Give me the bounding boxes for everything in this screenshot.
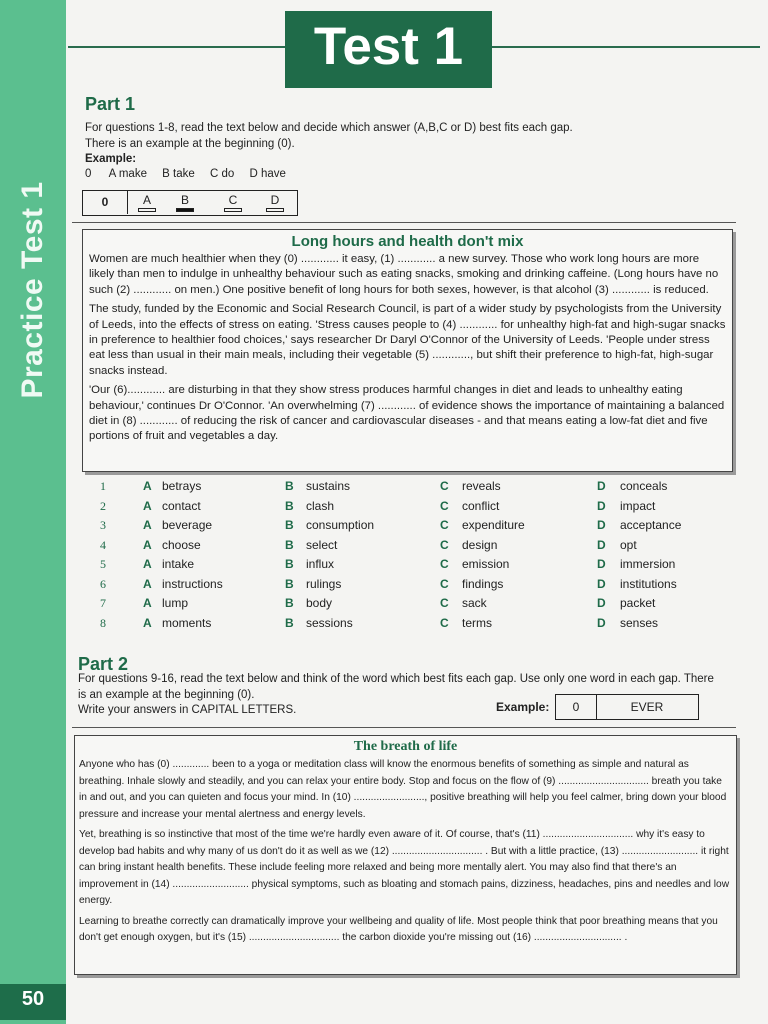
option-letter: A: [143, 479, 152, 493]
option-letter: D: [597, 596, 606, 610]
option-text: sack: [462, 596, 487, 610]
part2-title: Part 2: [78, 654, 129, 674]
option-text: senses: [620, 615, 659, 630]
option-letter: C: [440, 537, 449, 552]
option-row: [90, 518, 730, 537]
option-text: contact: [162, 498, 201, 513]
option-letter: B: [285, 557, 294, 571]
part2-text-box: The breath of life Anyone who has (0) ............. been to a yoga or meditation class will know the enormous benefits of something as simple and natural as breathing. Inhale slowly and steadily, and you can relax your entire body. Stop and focus on the flow of (9) ................................ breath you take in and out, and you can quieten and focus your mind. In (10) ........................., positive breathing will help you feel calmer, bring down your blood pressure and increase your mental alertness and energy levels. Yet, breathing is so instinctive that most of the time we're hardly even aware of it. Of course, that's (11) ................................ why it's easy to develop bad habits and why many of us don't do it as well as we (12) ................................ . But with a little practice, (13) ........................... it right can bring instant health benefits. These include feeling more relaxed and being more mentally alert. You may also find that there's an improvement in (14) ........................... physical symptoms, such as bloating and stomach pains, dizziness, headaches, pins and needles and low energy. Learning to breathe correctly can dramatically improve your wellbeing and quality of life. Most people think that poor breathing means that you don't get enough oxygen, but it's (15) ................................ the carbon dioxide you're missing out (16) ............................... .: [74, 735, 737, 975]
option-text: intake: [162, 557, 195, 571]
option-letter: A: [143, 576, 152, 591]
option-letter: B: [285, 576, 294, 591]
option-letter: A: [143, 498, 152, 513]
option-letter: C: [440, 615, 449, 630]
option-letter: D: [597, 498, 606, 513]
option-text: conflict: [462, 498, 500, 513]
option-text: opt: [620, 537, 637, 552]
option-text: design: [462, 537, 498, 552]
option-letter: D: [597, 576, 606, 591]
option-text: acceptance: [620, 518, 682, 532]
option-letter: B: [285, 596, 294, 610]
option-letter: C: [440, 596, 449, 610]
option-text: impact: [620, 498, 656, 513]
option-text: sessions: [306, 615, 353, 630]
option-letter: B: [285, 615, 294, 630]
divider: [72, 727, 736, 728]
question-number: 2: [100, 498, 106, 513]
option-letter: D: [597, 615, 606, 630]
option-letter: A: [143, 537, 152, 552]
option-letter: A: [143, 557, 152, 571]
example-answer-box: 0 A B C D: [82, 190, 298, 216]
option-letter: C: [440, 518, 449, 532]
divider: [72, 222, 736, 223]
option-letter: B: [285, 479, 294, 493]
option-letter: D: [597, 557, 606, 571]
option-letter: D: [597, 518, 606, 532]
part1-title: Part 1: [85, 94, 136, 114]
option-text: choose: [162, 537, 201, 552]
option-text: clash: [306, 498, 335, 513]
question-number: 3: [100, 518, 106, 532]
question-number: 5: [100, 557, 106, 571]
option-text: influx: [306, 557, 335, 571]
option-letter: C: [440, 498, 449, 513]
sidebar-label: Practice Test 1: [16, 181, 49, 399]
question-number: 8: [100, 615, 106, 630]
option-row: [90, 616, 730, 635]
option-letter: C: [440, 479, 449, 493]
option-row: [90, 499, 730, 518]
option-text: packet: [620, 596, 656, 610]
option-text: expenditure: [462, 518, 525, 532]
option-text: sustains: [306, 479, 351, 493]
question-number: 7: [100, 596, 106, 610]
part1-example-options: 0 A make B take C do D have: [85, 168, 286, 180]
option-text: select: [306, 537, 338, 552]
option-text: terms: [462, 615, 492, 630]
option-text: consumption: [306, 518, 375, 532]
option-letter: A: [143, 518, 152, 532]
option-letter: A: [143, 615, 152, 630]
option-text: instructions: [162, 576, 223, 591]
option-row: [90, 577, 730, 596]
test-title: Test 1: [285, 11, 492, 88]
option-letter: C: [440, 557, 449, 571]
question-number: 6: [100, 576, 106, 591]
option-letter: D: [597, 537, 606, 552]
option-text: emission: [462, 557, 510, 571]
option-text: body: [306, 596, 333, 610]
option-text: beverage: [162, 518, 213, 532]
option-row: [90, 538, 730, 557]
option-text: reveals: [462, 479, 501, 493]
option-text: lump: [162, 596, 189, 610]
option-letter: B: [285, 518, 294, 532]
page-number: 50: [0, 984, 66, 1020]
part1-text-box: Long hours and health don't mix Women are much healthier when they (0) ............ it easy, (1) ............ a new survey. Those who work long hours are more likely than men to indulge in unhealthy behaviour such as eating snacks, smoking and drinking caffeine. (Long hours have no such (2) ............ on men.) One positive benefit of long hours for both sexes, however, is that alcohol (3) ............ is reduced. The study, funded by the Economic and Social Research Council, is part of a wider study by psychologists from the University of Leeds, into the effects of stress on eating. 'Stress causes people to (4) ............ for unhealthy high-fat and high-sugar snacks in preference to healthier food choices,' says researcher Dr Daryl O'Connor of the University of Leeds. 'People under stress eat less than usual in their main meals, including their vegetable (5) ............, but shift their preference to high-fat, high-sugar snacks instead. 'Our (6)............ are disturbing in that they show stress produces harmful changes in diet and leads to unhealthy eating behaviour,' continues Dr O'Connor. 'An overwhelming (7) ............ of evidence shows the importance of maintaining a balanced diet in (8) ............ of reducing the risk of cancer and cardiovascular diseases - and that means eating a low-fat diet and five portions of fruit and vegetables a day.: [82, 229, 733, 472]
option-letter: A: [143, 596, 152, 610]
option-text: betrays: [162, 479, 202, 493]
option-letter: B: [285, 498, 294, 513]
option-text: institutions: [620, 576, 677, 591]
option-text: moments: [162, 615, 212, 630]
option-letter: D: [597, 479, 606, 493]
option-text: immersion: [620, 557, 676, 571]
question-number: 1: [100, 479, 106, 493]
option-text: findings: [462, 576, 504, 591]
option-text: conceals: [620, 479, 668, 493]
option-row: [90, 557, 730, 576]
question-number: 4: [100, 537, 106, 552]
option-row: [90, 479, 730, 498]
option-text: rulings: [306, 576, 342, 591]
part2-instructions: For questions 9-16, read the text below and think of the word which best fits each gap. Use only one word in each gap. There is an example at the beginning (0). Write your answers in CAPITAL LETTERS.: [78, 673, 714, 716]
part1-instructions: For questions 1-8, read the text below and decide which answer (A,B,C or D) best fits each gap. There is an example at the beginning (0). Example:: [85, 122, 573, 165]
option-letter: C: [440, 576, 449, 591]
part2-example: Example: 0 EVER: [492, 694, 700, 720]
option-row: [90, 596, 730, 615]
option-letter: B: [285, 537, 294, 552]
